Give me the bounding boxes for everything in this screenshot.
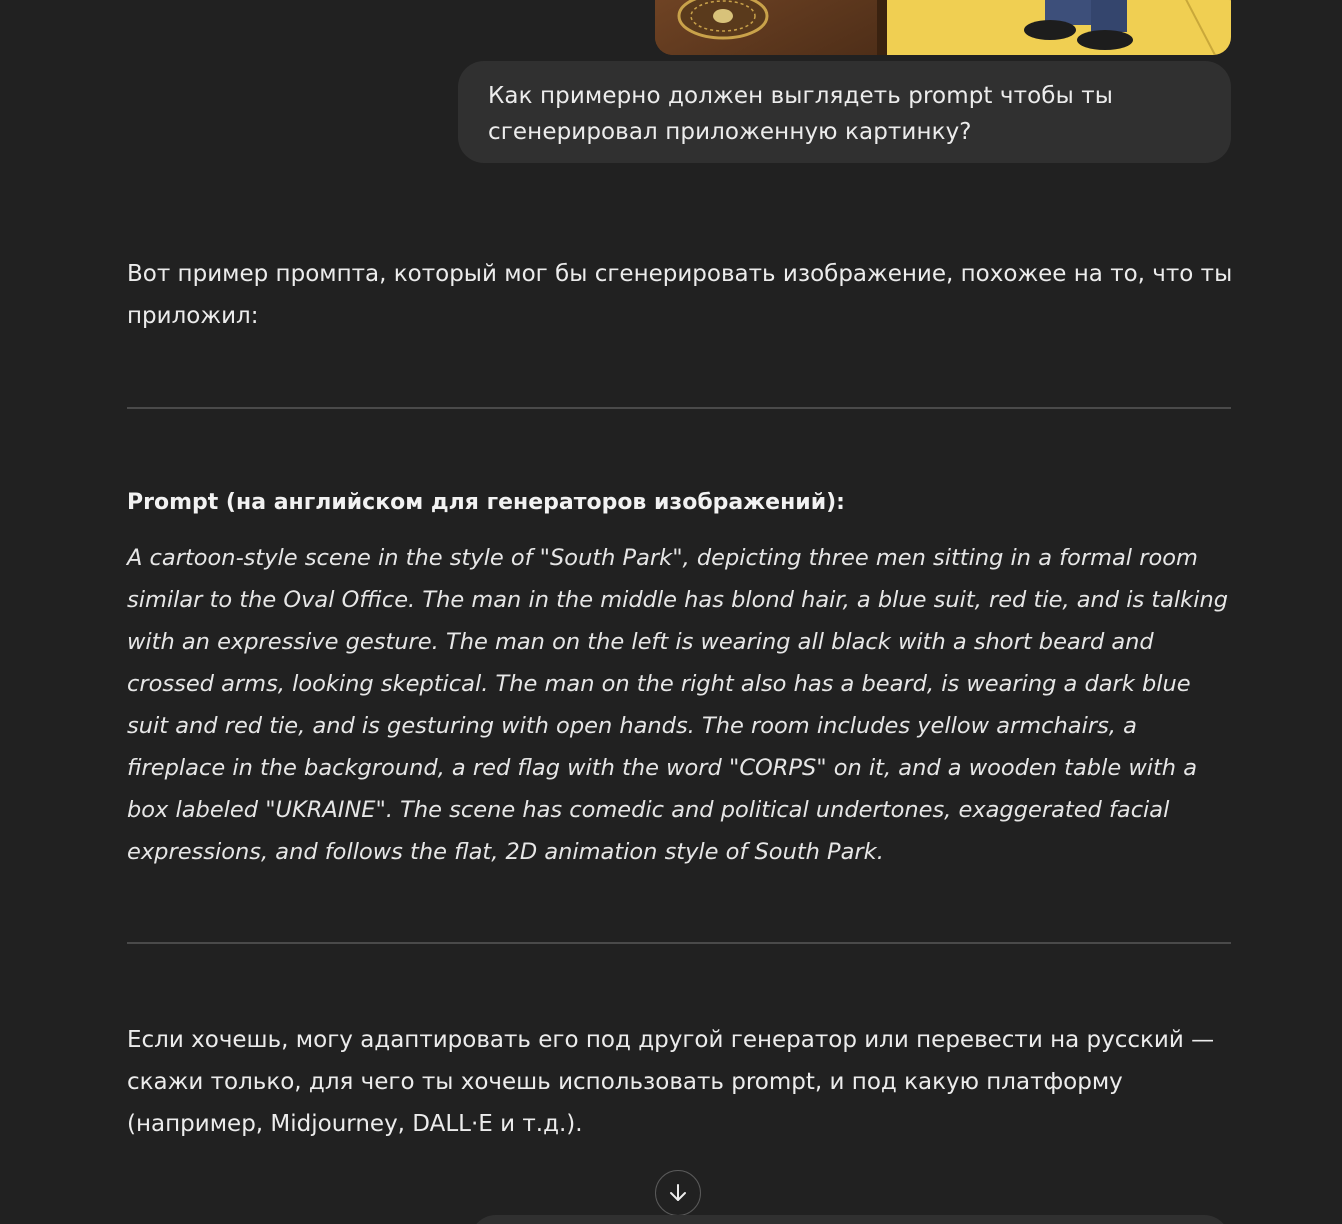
attached-image[interactable] bbox=[655, 0, 1231, 55]
prompt-heading: Prompt (на английском для генераторов изображений): bbox=[127, 490, 845, 515]
assistant-intro-text: Вот пример промпта, который мог бы сгенерировать изображение, похожее на то, что ты приложил: bbox=[127, 261, 1233, 329]
attached-image-illustration bbox=[655, 0, 1231, 55]
divider bbox=[127, 942, 1231, 944]
composer-box[interactable] bbox=[470, 1215, 1230, 1224]
user-message-bubble bbox=[458, 61, 1231, 163]
arrow-down-icon bbox=[667, 1182, 689, 1204]
divider bbox=[127, 407, 1231, 409]
scroll-down-button[interactable] bbox=[655, 1170, 701, 1216]
prompt-text: A cartoon-style scene in the style of "South Park", depicting three men sitting in a formal room similar to the Oval Office. The man in the middle has blond hair, a blue suit, red tie, and is talking with an expressive gesture. The man on the left is wearing all black with a short beard and crossed arms, looking skeptical. The man on the right also has a beard, is wearing a dark blue suit and red tie, and is gesturing with open hands. The room includes yellow armchairs, a fireplace in the background, a red flag with the word "CORPS" on it, and a wooden table with a box labeled "UKRAINE". The scene has comedic and political undertones, exaggerated facial expressions, and follows the flat, 2D animation style of South Park. bbox=[127, 545, 1229, 865]
assistant-outro-text: Если хочешь, могу адаптировать его под другой генератор или перевести на русский — скажи только, для чего ты хочешь использовать prompt, и под какую платформу (например, Midjourney, DALL·E и т.д.). bbox=[127, 1027, 1215, 1137]
user-message-text: Как примерно должен выглядеть prompt чтобы ты сгенерировал приложенную картинку? bbox=[488, 83, 1114, 145]
